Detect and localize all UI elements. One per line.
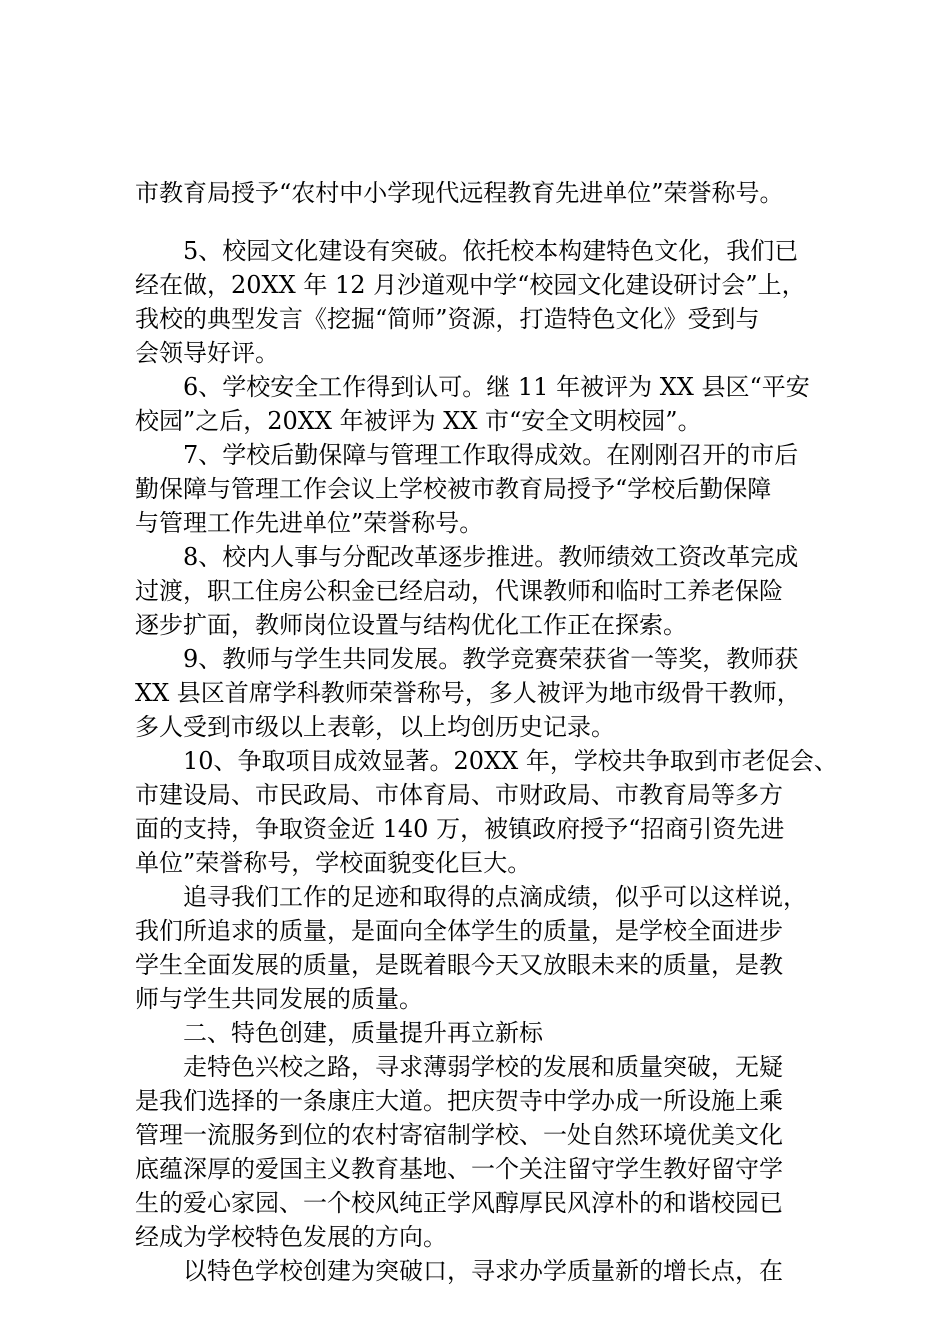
text-line: 师与学生共同发展的质量。 xyxy=(135,985,423,1013)
text-line: 8、校内人事与分配改革逐步推进。教师绩效工资改革完成 xyxy=(135,543,799,571)
text-line: 单位”荣誉称号，学校面貌变化巨大。 xyxy=(135,849,532,877)
text-line: 过渡，职工住房公积金已经启动，代课教师和临时工养老保险 xyxy=(135,577,783,605)
text-line: 经成为学校特色发展的方向。 xyxy=(135,1223,447,1251)
text-line: 我校的典型发言《挖掘“简师”资源，打造特色文化》受到与 xyxy=(135,305,760,333)
text-line: 5、校园文化建设有突破。依托校本构建特色文化，我们已 xyxy=(135,237,799,265)
text-line: 管理一流服务到位的农村寄宿制学校、一处自然环境优美文化 xyxy=(135,1121,783,1149)
text-line: 校园”之后，20XX 年被评为 XX 市“安全文明校园”。 xyxy=(135,407,702,435)
text-line: 生的爱心家园、一个校风纯正学风醇厚民风淳朴的和谐校园已 xyxy=(135,1189,783,1217)
text-line: 多人受到市级以上表彰，以上均创历史记录。 xyxy=(135,713,615,741)
section-heading: 二、特色创建，质量提升再立新标 xyxy=(135,1019,543,1047)
text-line: 学生全面发展的质量，是既着眼今天又放眼未来的质量，是教 xyxy=(135,951,783,979)
text-line: 勤保障与管理工作会议上学校被市教育局授予“学校后勤保障 xyxy=(135,475,772,503)
text-line: 逐步扩面，教师岗位设置与结构优化工作正在探索。 xyxy=(135,611,687,639)
text-line: 市教育局授予“农村中小学现代远程教育先进单位”荣誉称号。 xyxy=(135,179,784,207)
text-line: 追寻我们工作的足迹和取得的点滴成绩，似乎可以这样说， xyxy=(135,883,807,911)
text-line: XX 县区首席学科教师荣誉称号，多人被评为地市级骨干教师， xyxy=(135,679,801,707)
text-line: 以特色学校创建为突破口，寻求办学质量新的增长点，在 xyxy=(135,1257,783,1285)
text-line: 底蕴深厚的爱国主义教育基地、一个关注留守学生教好留守学 xyxy=(135,1155,783,1183)
text-line: 6、学校安全工作得到认可。继 11 年被评为 XX 县区“平安 xyxy=(135,373,810,401)
text-line: 经在做，20XX 年 12 月沙道观中学“校园文化建设研讨会”上， xyxy=(135,271,806,299)
text-line: 是我们选择的一条康庄大道。把庆贺寺中学办成一所设施上乘 xyxy=(135,1087,783,1115)
text-line: 9、教师与学生共同发展。教学竞赛荣获省一等奖，教师获 xyxy=(135,645,799,673)
text-line: 与管理工作先进单位”荣誉称号。 xyxy=(135,509,484,537)
text-line: 7、学校后勤保障与管理工作取得成效。在刚刚召开的市后 xyxy=(135,441,799,469)
text-line: 10、争取项目成效显著。20XX 年，学校共争取到市老促会、 xyxy=(135,747,838,775)
text-line: 走特色兴校之路，寻求薄弱学校的发展和质量突破，无疑 xyxy=(135,1053,783,1081)
text-line: 会领导好评。 xyxy=(135,339,279,367)
text-line: 面的支持，争取资金近 140 万，被镇政府授予“招商引资先进 xyxy=(135,815,785,843)
text-line: 我们所追求的质量，是面向全体学生的质量，是学校全面进步 xyxy=(135,917,783,945)
text-line: 市建设局、市民政局、市体育局、市财政局、市教育局等多方 xyxy=(135,781,783,809)
